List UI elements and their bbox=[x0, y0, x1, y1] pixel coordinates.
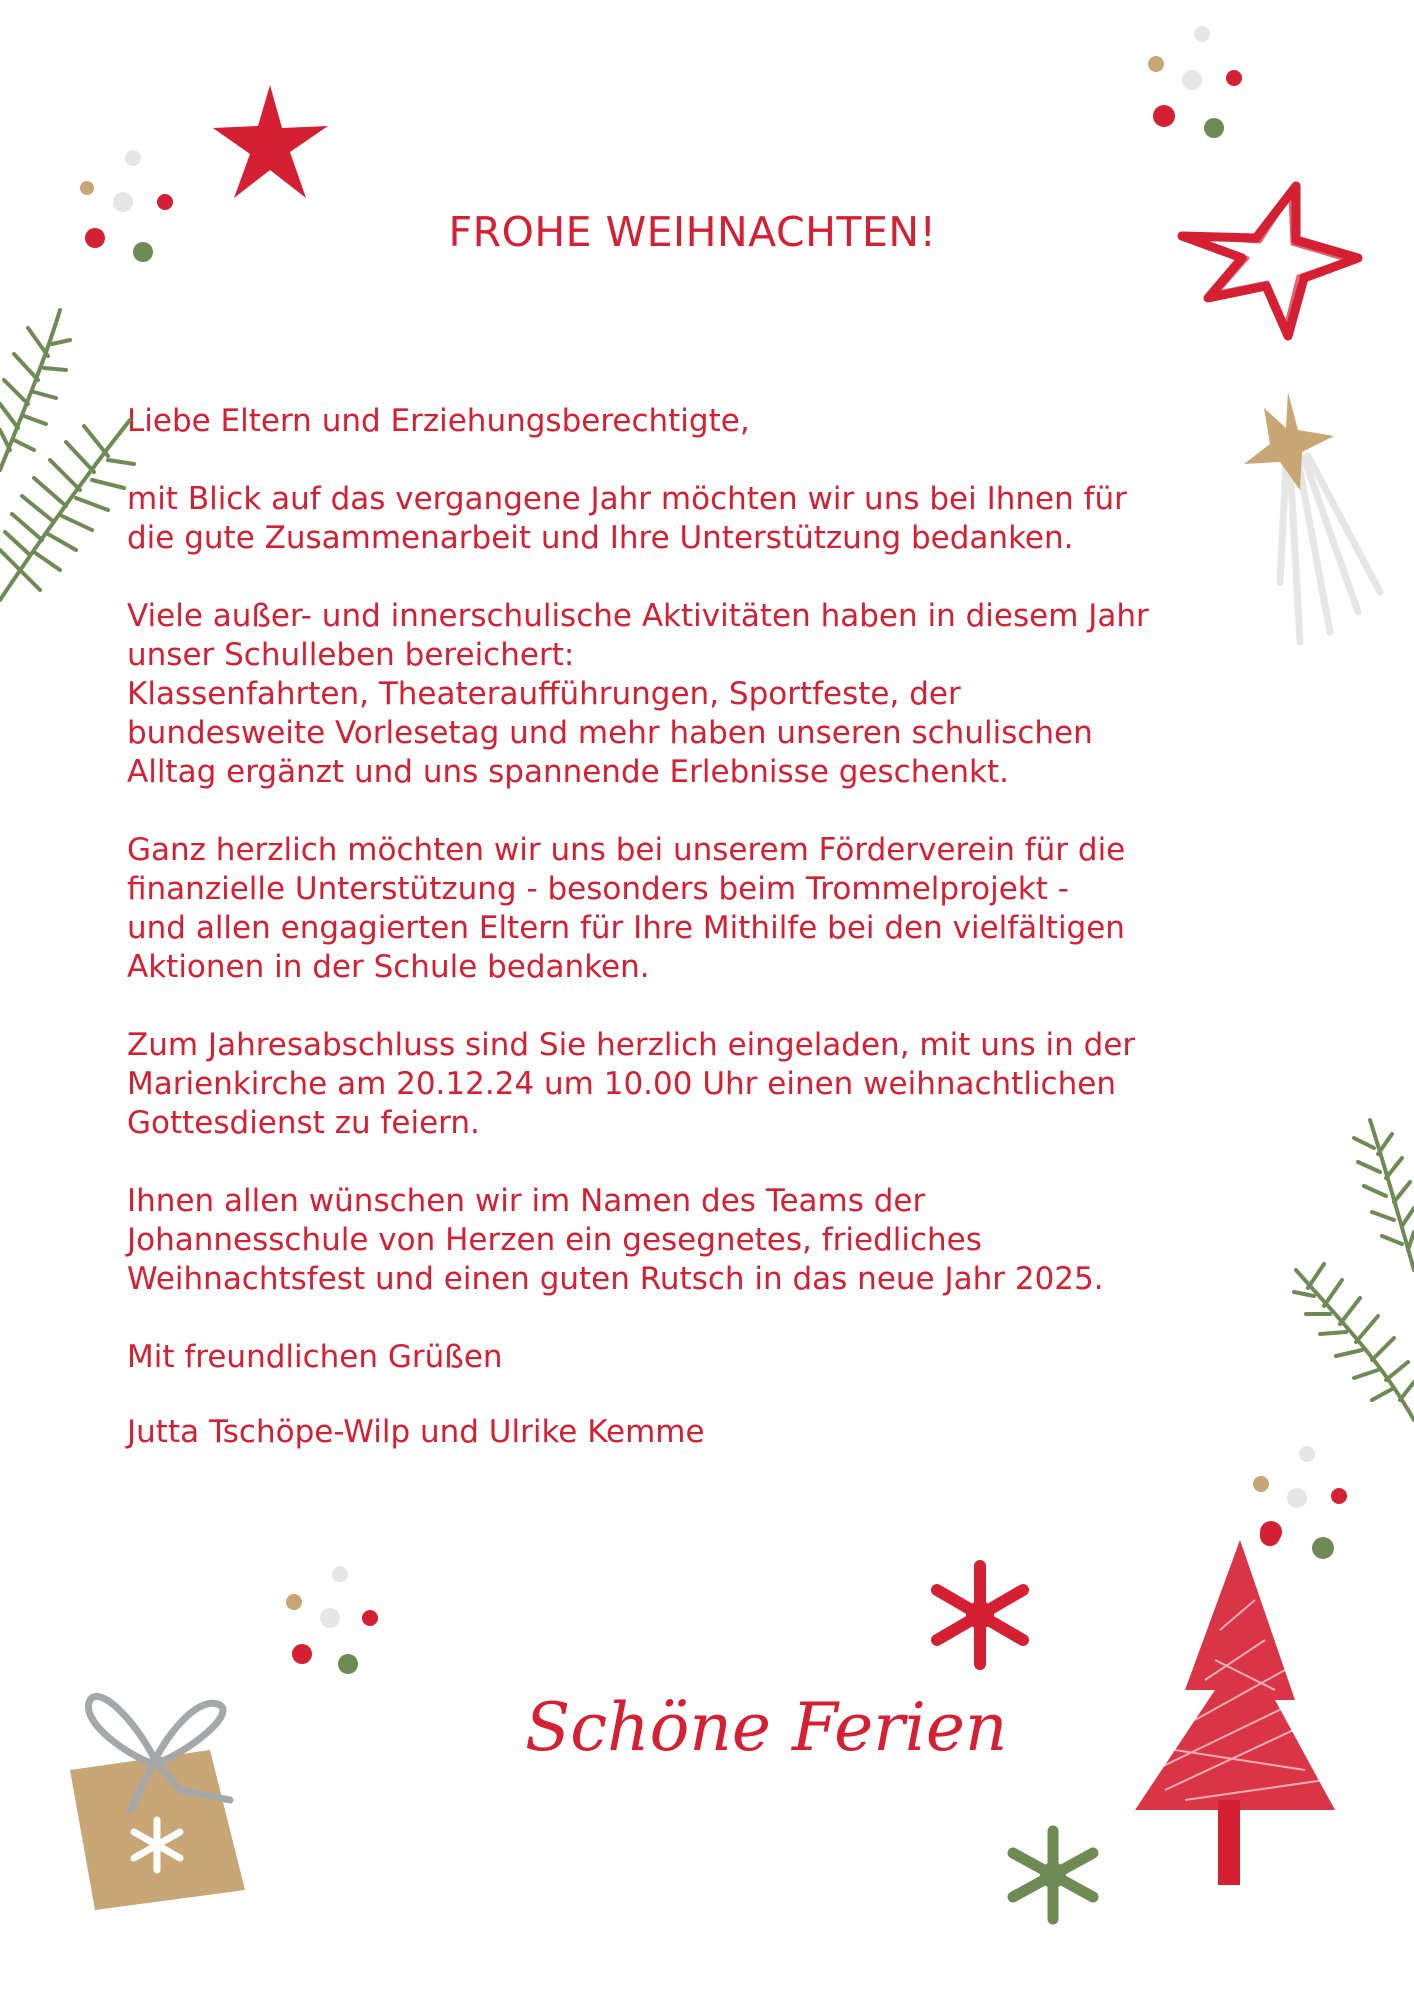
pine-branch-icon bbox=[1290, 1120, 1414, 1450]
paragraph-invitation: Zum Jahresabschluss sind Sie herzlich eingeladen, mit uns in der Marienkirche am 20.12.24 um 10.00 Uhr einen weihnachtlichen Gottesdienst zu feiern. bbox=[127, 1027, 1136, 1141]
star-icon bbox=[210, 80, 335, 205]
dots-icon bbox=[1140, 20, 1270, 150]
paragraph-wishes: Ihnen allen wünschen wir im Namen des Teams der Johannesschule von Herzen ein gesegnetes, friedliches Weihnachtsfest und einen guten Rutsch in das neue Jahr 2025. bbox=[127, 1183, 1104, 1297]
star-outline-icon bbox=[1178, 178, 1363, 343]
snowflake-icon bbox=[1003, 1825, 1103, 1925]
dots-icon bbox=[280, 1560, 390, 1680]
snowflake-icon bbox=[925, 1560, 1035, 1670]
script-greeting bbox=[515, 1670, 1008, 1780]
pine-branch-icon bbox=[0, 300, 140, 640]
paragraph-foerderverein: Ganz herzlich möchten wir uns bei unserem Förderverein für die finanzielle Unterstützung - besonders beim Trommelprojekt - und allen engagierten Eltern für Ihre Mithilfe bei den vielfältigen Aktionen in der Schule bedanken. bbox=[127, 832, 1126, 985]
paragraph-activities: Viele außer- und innerschulische Aktivitäten haben in diesem Jahr unser Schulleben bereichert: Klassenfahrten, Theateraufführungen, Sportfeste, der bundesweite Vorlesetag und mehr haben unseren schulischen Alltag ergänzt und uns spannende Erlebnisse geschenkt. bbox=[127, 598, 1149, 790]
signature: Jutta Tschöpe-Wilp und Ulrike Kemme bbox=[127, 1414, 705, 1450]
letter-body bbox=[127, 402, 1267, 1491]
closing: Mit freundlichen Grüßen bbox=[127, 1339, 503, 1375]
salutation: Liebe Eltern und Erziehungsberechtigte, bbox=[127, 403, 750, 439]
gift-box-icon bbox=[60, 1680, 260, 1920]
gold-star-icon bbox=[1230, 392, 1390, 662]
script-greeting-text: Schöne Ferien bbox=[525, 1689, 1008, 1766]
dots-icon bbox=[75, 140, 185, 270]
paragraph-thanks: mit Blick auf das vergangene Jahr möchten wir uns bei Ihnen für die gute Zusammenarbeit und Ihre Unterstützung bedanken. bbox=[127, 481, 1127, 556]
letter-title: FROHE WEIHNACHTEN! bbox=[448, 208, 937, 256]
christmas-tree-icon bbox=[1125, 1520, 1345, 1890]
